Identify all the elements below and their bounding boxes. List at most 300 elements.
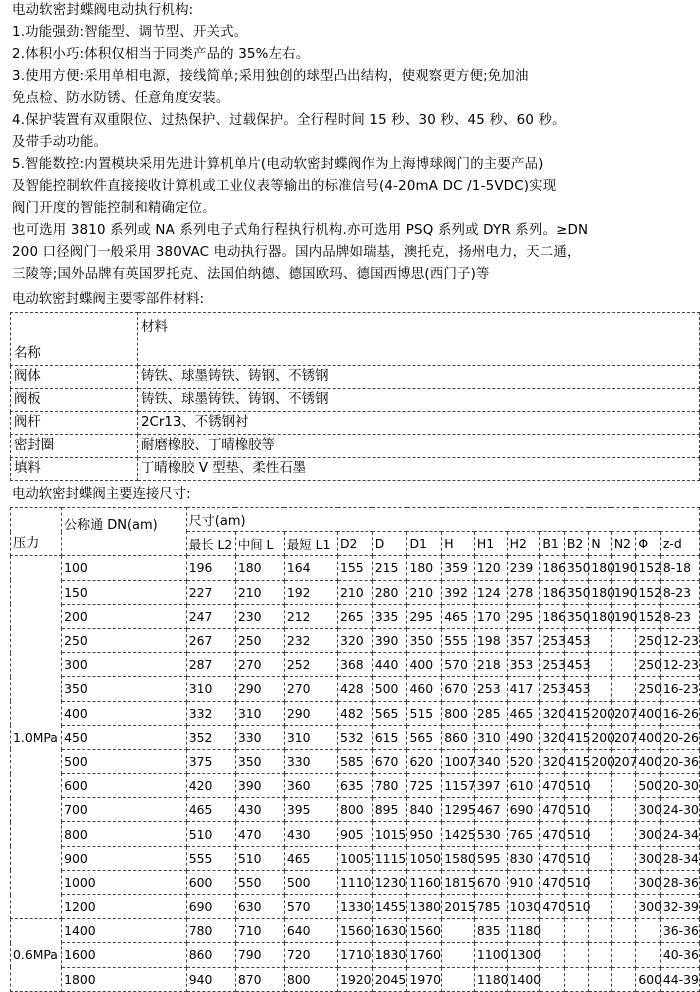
dimension-cell bbox=[589, 798, 611, 822]
dimension-cell: 690 bbox=[186, 895, 235, 919]
dimension-cell bbox=[611, 798, 636, 822]
dimension-cell: 1630 bbox=[372, 919, 407, 943]
dimension-cell: 1160 bbox=[407, 870, 442, 894]
dimension-cell: 247 bbox=[186, 604, 235, 628]
dimension-cell: 550 bbox=[235, 870, 284, 894]
dimension-cell: 780 bbox=[186, 919, 235, 943]
dimension-cell: 470 bbox=[540, 822, 565, 846]
pressure-cell: 0.6MPa bbox=[11, 919, 62, 992]
dimension-cell: 500 bbox=[636, 774, 661, 798]
dimension-cell bbox=[611, 677, 636, 701]
dimension-cell: 500 bbox=[372, 677, 407, 701]
col-name-header: 名称 bbox=[11, 313, 138, 366]
dn-cell: 1600 bbox=[62, 943, 187, 967]
dimension-cell bbox=[636, 919, 661, 943]
dimension-cell: 28-34 bbox=[660, 846, 699, 870]
table-header-row bbox=[11, 313, 700, 366]
dimension-cell: 320 bbox=[540, 749, 565, 773]
dimension-cell: 24-30 bbox=[660, 798, 699, 822]
dimension-cell: 482 bbox=[338, 701, 373, 725]
dimension-cell: 360 bbox=[284, 774, 337, 798]
dimension-cell: 12-23 bbox=[660, 653, 699, 677]
dimension-cell bbox=[611, 895, 636, 919]
table-row bbox=[11, 580, 700, 604]
dimension-cell: 280 bbox=[372, 580, 407, 604]
dimension-cell: 510 bbox=[564, 822, 589, 846]
dimension-cell: 640 bbox=[284, 919, 337, 943]
dimension-cell: 180 bbox=[589, 556, 611, 580]
dn-cell: 1800 bbox=[62, 967, 187, 991]
intro-line: 三陵等;国外品牌有英国罗托克、法国伯纳德、德国欧玛、德国西博思(西门子)等 bbox=[12, 267, 490, 282]
dimension-cell: 212 bbox=[284, 604, 337, 628]
dimension-cell: 350 bbox=[564, 556, 589, 580]
dimension-cell: 20-30 bbox=[660, 774, 699, 798]
dimension-cell bbox=[611, 943, 636, 967]
dimension-cell: 152 bbox=[636, 604, 661, 628]
part-name-cell: 阀板 bbox=[11, 389, 138, 412]
dimension-cell: 368 bbox=[338, 653, 373, 677]
dimension-cell: 470 bbox=[540, 895, 565, 919]
dimension-cell: 278 bbox=[507, 580, 540, 604]
column-header: B1 bbox=[540, 532, 565, 556]
table-header-row bbox=[11, 508, 700, 532]
dn-cell: 800 bbox=[62, 822, 187, 846]
intro-line: 阀门开度的智能控制和精确定位。 bbox=[12, 201, 216, 216]
part-name-cell: 阀体 bbox=[11, 366, 138, 389]
dimension-cell: 1157 bbox=[442, 774, 475, 798]
dimension-cell: 300 bbox=[636, 870, 661, 894]
dimension-cell: 400 bbox=[636, 725, 661, 749]
dimension-cell: 460 bbox=[407, 677, 442, 701]
dimension-cell: 20-26 bbox=[660, 725, 699, 749]
dimension-cell: 765 bbox=[507, 822, 540, 846]
dimension-cell bbox=[589, 822, 611, 846]
table-row bbox=[11, 919, 700, 943]
dimension-cell: 1007 bbox=[442, 749, 475, 773]
dimension-cell: 870 bbox=[235, 967, 284, 991]
part-material-cell: 2Cr13、不锈钢衬 bbox=[138, 412, 700, 435]
dimension-cell bbox=[540, 967, 565, 991]
dimension-cell: 470 bbox=[540, 774, 565, 798]
dimension-cell: 467 bbox=[474, 798, 507, 822]
dimension-cell: 1300 bbox=[507, 943, 540, 967]
dimension-cell: 565 bbox=[407, 725, 442, 749]
dimension-cell: 1050 bbox=[407, 846, 442, 870]
dimension-cell: 392 bbox=[442, 580, 475, 604]
intro-line: 及带手动功能。 bbox=[12, 135, 108, 150]
dn-cell: 700 bbox=[62, 798, 187, 822]
dimension-cell: 800 bbox=[284, 967, 337, 991]
dimension-cell: 1110 bbox=[338, 870, 373, 894]
dimension-cell bbox=[540, 943, 565, 967]
dimension-cell: 510 bbox=[564, 774, 589, 798]
dimension-cell bbox=[589, 895, 611, 919]
dimension-cell: 340 bbox=[474, 749, 507, 773]
intro-line: 4.保护装置有双重限位、过热保护、过载保护。全行程时间 15 秒、30 秒、45 秒、60 秒。 bbox=[12, 113, 566, 128]
column-header: 最短 L1 bbox=[284, 532, 337, 556]
dimension-cell: 510 bbox=[564, 895, 589, 919]
dimension-cell bbox=[442, 919, 475, 943]
dimension-cell: 530 bbox=[474, 822, 507, 846]
dimension-cell: 555 bbox=[186, 846, 235, 870]
column-header: H2 bbox=[507, 532, 540, 556]
table-row bbox=[11, 822, 700, 846]
dimension-cell: 1560 bbox=[407, 919, 442, 943]
intro-line: 200 口径阀门一般采用 380VAC 电动执行器。国内品牌如瑞基，澳托克，扬州电力，天二通， bbox=[12, 245, 581, 260]
column-header: D2 bbox=[338, 532, 373, 556]
dimension-cell: 180 bbox=[589, 580, 611, 604]
dimension-cell: 190 bbox=[611, 556, 636, 580]
dn-header: 公称通 DN(am) bbox=[62, 508, 187, 556]
dimensions-heading: 电动软密封蝶阀主要连接尺寸: bbox=[12, 487, 191, 502]
dimension-cell: 170 bbox=[474, 604, 507, 628]
dimension-cell: 207 bbox=[611, 701, 636, 725]
dimension-cell: 285 bbox=[474, 701, 507, 725]
column-header: z-d bbox=[660, 532, 699, 556]
dimension-cell: 1760 bbox=[407, 943, 442, 967]
dimension-cell: 180 bbox=[235, 556, 284, 580]
dimension-cell: 332 bbox=[186, 701, 235, 725]
dimension-cell: 910 bbox=[507, 870, 540, 894]
dimension-cell: 635 bbox=[338, 774, 373, 798]
table-row bbox=[11, 366, 700, 389]
dimension-cell: 1115 bbox=[372, 846, 407, 870]
dimension-cell: 940 bbox=[186, 967, 235, 991]
table-row bbox=[11, 653, 700, 677]
dimension-cell: 780 bbox=[372, 774, 407, 798]
dimension-cell bbox=[611, 967, 636, 991]
dimension-cell bbox=[611, 846, 636, 870]
dimension-cell: 465 bbox=[507, 701, 540, 725]
dimension-cell: 520 bbox=[507, 749, 540, 773]
dimension-cell: 1425 bbox=[442, 822, 475, 846]
dimension-cell: 180 bbox=[407, 556, 442, 580]
dimension-cell: 8-23 bbox=[660, 580, 699, 604]
dimension-cell: 16-23 bbox=[660, 677, 699, 701]
column-header: H bbox=[442, 532, 475, 556]
intro-line: 1.功能强劲:智能型、调节型、开关式。 bbox=[12, 25, 248, 40]
dimension-cell: 180 bbox=[589, 604, 611, 628]
table-row bbox=[11, 870, 700, 894]
dimension-cell: 1400 bbox=[507, 967, 540, 991]
dimension-cell: 250 bbox=[636, 628, 661, 652]
table-row bbox=[11, 774, 700, 798]
dn-cell: 200 bbox=[62, 604, 187, 628]
dimension-cell: 310 bbox=[235, 701, 284, 725]
dimension-cell: 430 bbox=[284, 822, 337, 846]
dimension-cell: 1830 bbox=[372, 943, 407, 967]
dimension-cell: 1455 bbox=[372, 895, 407, 919]
intro-section bbox=[12, 0, 700, 286]
dimension-cell bbox=[589, 943, 611, 967]
dimension-cell: 310 bbox=[186, 677, 235, 701]
dimension-cell: 710 bbox=[235, 919, 284, 943]
dimension-cell: 415 bbox=[564, 725, 589, 749]
dimension-cell: 252 bbox=[284, 653, 337, 677]
dimension-cell: 200 bbox=[589, 749, 611, 773]
part-name-cell: 填料 bbox=[11, 458, 138, 481]
dimension-cell: 295 bbox=[507, 604, 540, 628]
dimension-cell: 390 bbox=[235, 774, 284, 798]
dimension-cell: 270 bbox=[284, 677, 337, 701]
dimension-cell: 310 bbox=[474, 725, 507, 749]
dn-cell: 450 bbox=[62, 725, 187, 749]
dimension-cell: 253 bbox=[540, 653, 565, 677]
dimension-cell: 532 bbox=[338, 725, 373, 749]
dimension-cell: 1920 bbox=[338, 967, 373, 991]
table-row bbox=[11, 701, 700, 725]
dimension-cell: 610 bbox=[507, 774, 540, 798]
dimension-cell: 400 bbox=[636, 701, 661, 725]
dimension-cell: 227 bbox=[186, 580, 235, 604]
dimension-cell: 215 bbox=[372, 556, 407, 580]
dimension-cell: 1710 bbox=[338, 943, 373, 967]
dimension-cell bbox=[611, 653, 636, 677]
dimension-cell: 1970 bbox=[407, 967, 442, 991]
dimension-cell: 417 bbox=[507, 677, 540, 701]
dimension-cell: 300 bbox=[636, 798, 661, 822]
dimension-cell: 120 bbox=[474, 556, 507, 580]
intro-line: 3.使用方便:采用单相电源，接线简单;采用独创的球型凸出结构，使观察更方便;免加油 bbox=[12, 69, 529, 84]
dimension-cell bbox=[442, 943, 475, 967]
dimension-cell bbox=[589, 628, 611, 652]
part-name-cell: 阀杆 bbox=[11, 412, 138, 435]
intro-line: 2.体积小巧:体积仅相当于同类产品的 35%左右。 bbox=[12, 47, 310, 62]
dimension-cell: 330 bbox=[284, 749, 337, 773]
table-row bbox=[11, 556, 700, 580]
dn-cell: 900 bbox=[62, 846, 187, 870]
dimension-cell bbox=[589, 919, 611, 943]
dimension-cell: 232 bbox=[284, 628, 337, 652]
dimension-cell: 465 bbox=[442, 604, 475, 628]
dimension-cell: 400 bbox=[636, 749, 661, 773]
dimension-cell: 8-18 bbox=[660, 556, 699, 580]
dimension-cell: 350 bbox=[407, 628, 442, 652]
dimension-cell: 555 bbox=[442, 628, 475, 652]
dimension-cell: 357 bbox=[507, 628, 540, 652]
part-name-cell: 密封圈 bbox=[11, 435, 138, 458]
dimension-cell: 800 bbox=[338, 798, 373, 822]
table-row bbox=[11, 458, 700, 481]
dimension-cell: 350 bbox=[235, 749, 284, 773]
dimension-cell: 670 bbox=[372, 749, 407, 773]
dimension-cell: 570 bbox=[442, 653, 475, 677]
dimension-cell: 250 bbox=[636, 653, 661, 677]
dimension-cell: 840 bbox=[407, 798, 442, 822]
dimension-cell: 670 bbox=[474, 870, 507, 894]
dimension-cell: 210 bbox=[338, 580, 373, 604]
dimension-cell: 453 bbox=[564, 628, 589, 652]
dimension-cell: 1030 bbox=[507, 895, 540, 919]
dimension-cell bbox=[540, 919, 565, 943]
part-material-cell: 耐磨橡胶、丁晴橡胶等 bbox=[138, 435, 700, 458]
dimension-cell: 428 bbox=[338, 677, 373, 701]
dimension-cell: 725 bbox=[407, 774, 442, 798]
dimension-cell bbox=[564, 967, 589, 991]
dimension-cell: 190 bbox=[611, 604, 636, 628]
dimension-cell: 830 bbox=[507, 846, 540, 870]
dimension-cell: 359 bbox=[442, 556, 475, 580]
dimension-cell: 310 bbox=[284, 725, 337, 749]
table-row bbox=[11, 389, 700, 412]
dimension-cell: 615 bbox=[372, 725, 407, 749]
dimension-cell: 465 bbox=[186, 798, 235, 822]
dimension-cell: 415 bbox=[564, 749, 589, 773]
dimension-cell: 470 bbox=[540, 870, 565, 894]
dimension-cell: 785 bbox=[474, 895, 507, 919]
dimension-cell bbox=[611, 870, 636, 894]
dimension-cell: 320 bbox=[540, 701, 565, 725]
dimension-cell: 192 bbox=[284, 580, 337, 604]
dimension-cell: 585 bbox=[338, 749, 373, 773]
dimension-cell: 465 bbox=[284, 846, 337, 870]
dimension-cell: 905 bbox=[338, 822, 373, 846]
dimension-cell: 200 bbox=[589, 701, 611, 725]
dimension-cell: 20-36 bbox=[660, 749, 699, 773]
dimension-cell bbox=[611, 919, 636, 943]
dimension-cell: 790 bbox=[235, 943, 284, 967]
dimension-cell bbox=[589, 653, 611, 677]
dimension-cell: 630 bbox=[235, 895, 284, 919]
dimension-cell: 515 bbox=[407, 701, 442, 725]
dimension-cell: 375 bbox=[186, 749, 235, 773]
materials-heading: 电动软密封蝶阀主要零部件材料: bbox=[12, 292, 204, 307]
dimension-cell: 420 bbox=[186, 774, 235, 798]
dn-cell: 600 bbox=[62, 774, 187, 798]
table-row bbox=[11, 749, 700, 773]
dimension-cell: 155 bbox=[338, 556, 373, 580]
dimension-cell: 253 bbox=[540, 628, 565, 652]
part-material-cell: 铸铁、球墨铸铁、铸钢、不锈钢 bbox=[138, 389, 700, 412]
dimension-cell: 440 bbox=[372, 653, 407, 677]
col-material-header: 材料 bbox=[138, 313, 700, 366]
dimension-cell: 470 bbox=[540, 798, 565, 822]
table-row bbox=[11, 677, 700, 701]
dimension-cell: 1295 bbox=[442, 798, 475, 822]
dimension-cell: 670 bbox=[442, 677, 475, 701]
table-row bbox=[11, 435, 700, 458]
dimension-cell: 218 bbox=[474, 653, 507, 677]
column-header: N2 bbox=[611, 532, 636, 556]
dimension-cell: 40-36 bbox=[660, 943, 699, 967]
dn-cell: 250 bbox=[62, 628, 187, 652]
column-header: N bbox=[589, 532, 611, 556]
dimension-cell bbox=[589, 846, 611, 870]
dimension-cell bbox=[589, 677, 611, 701]
dimension-cell: 500 bbox=[284, 870, 337, 894]
materials-table bbox=[10, 312, 700, 481]
dimension-cell: 330 bbox=[235, 725, 284, 749]
dimension-cell: 430 bbox=[235, 798, 284, 822]
dimension-cell: 32-39 bbox=[660, 895, 699, 919]
dimension-cell: 2015 bbox=[442, 895, 475, 919]
dimension-cell: 124 bbox=[474, 580, 507, 604]
dimension-cell: 453 bbox=[564, 653, 589, 677]
dimension-cell: 565 bbox=[372, 701, 407, 725]
dimension-cell: 895 bbox=[372, 798, 407, 822]
table-row bbox=[11, 412, 700, 435]
dimension-cell: 300 bbox=[636, 895, 661, 919]
dimension-cell: 287 bbox=[186, 653, 235, 677]
column-header: D1 bbox=[407, 532, 442, 556]
dimension-cell: 600 bbox=[186, 870, 235, 894]
dimension-cell: 196 bbox=[186, 556, 235, 580]
dimension-cell: 152 bbox=[636, 556, 661, 580]
dimension-cell: 510 bbox=[564, 846, 589, 870]
dimension-cell: 36-36 bbox=[660, 919, 699, 943]
dimension-cell: 16-26 bbox=[660, 701, 699, 725]
dimension-cell: 1380 bbox=[407, 895, 442, 919]
dimension-cell: 390 bbox=[372, 628, 407, 652]
dimension-cell: 230 bbox=[235, 604, 284, 628]
dn-cell: 100 bbox=[62, 556, 187, 580]
dimension-cell: 510 bbox=[564, 870, 589, 894]
dimension-cell: 250 bbox=[636, 677, 661, 701]
table-row bbox=[11, 943, 700, 967]
dimension-cell: 28-36 bbox=[660, 870, 699, 894]
table-row bbox=[11, 895, 700, 919]
dimension-cell: 250 bbox=[235, 628, 284, 652]
dimension-cell: 570 bbox=[284, 895, 337, 919]
dimension-cell: 860 bbox=[442, 725, 475, 749]
dimension-cell: 620 bbox=[407, 749, 442, 773]
dimension-cell: 253 bbox=[474, 677, 507, 701]
table-row bbox=[11, 798, 700, 822]
dimension-cell: 720 bbox=[284, 943, 337, 967]
dimension-cell: 300 bbox=[636, 822, 661, 846]
dimensions-table bbox=[10, 507, 700, 992]
part-material-cell: 丁晴橡胶 V 型垫、柔性石墨 bbox=[138, 458, 700, 481]
dimension-cell: 1100 bbox=[474, 943, 507, 967]
dimension-cell bbox=[442, 967, 475, 991]
dimension-cell bbox=[564, 943, 589, 967]
dn-cell: 1400 bbox=[62, 919, 187, 943]
dimension-cell: 290 bbox=[284, 701, 337, 725]
dimension-cell: 510 bbox=[235, 846, 284, 870]
table-row bbox=[11, 846, 700, 870]
dimension-cell: 267 bbox=[186, 628, 235, 652]
column-header: H1 bbox=[474, 532, 507, 556]
intro-line: 电动软密封蝶阀电动执行机构: bbox=[12, 3, 194, 18]
pressure-cell: 1.0MPa bbox=[11, 556, 62, 919]
dimension-cell: 1815 bbox=[442, 870, 475, 894]
dimension-cell: 300 bbox=[636, 846, 661, 870]
dn-cell: 350 bbox=[62, 677, 187, 701]
dn-cell: 400 bbox=[62, 701, 187, 725]
dimension-cell: 1180 bbox=[474, 967, 507, 991]
dimension-cell: 8-23 bbox=[660, 604, 699, 628]
dimension-cell: 510 bbox=[564, 798, 589, 822]
dimension-cell: 190 bbox=[611, 580, 636, 604]
dimension-cell: 1230 bbox=[372, 870, 407, 894]
dimension-cell: 470 bbox=[235, 822, 284, 846]
dimension-cell bbox=[611, 822, 636, 846]
intro-line: 也可选用 3810 系列或 NA 系列电子式角行程执行机构.亦可选用 PSQ 系列或 DYR 系列。≥DN bbox=[12, 223, 589, 238]
column-header: 最长 L2 bbox=[186, 532, 235, 556]
dimension-cell: 1005 bbox=[338, 846, 373, 870]
intro-line: 5.智能数控:内置模块采用先进计算机单片(电动软密封蝶阀作为上海博球阀门的主要产品) bbox=[12, 157, 544, 172]
dimension-cell bbox=[611, 774, 636, 798]
dimension-cell: 210 bbox=[235, 580, 284, 604]
dimension-cell bbox=[589, 774, 611, 798]
dimension-cell: 207 bbox=[611, 725, 636, 749]
dimension-cell: 186 bbox=[540, 580, 565, 604]
dimension-cell: 415 bbox=[564, 701, 589, 725]
dimension-cell: 265 bbox=[338, 604, 373, 628]
dimension-cell: 397 bbox=[474, 774, 507, 798]
dimension-cell: 860 bbox=[186, 943, 235, 967]
dn-cell: 300 bbox=[62, 653, 187, 677]
